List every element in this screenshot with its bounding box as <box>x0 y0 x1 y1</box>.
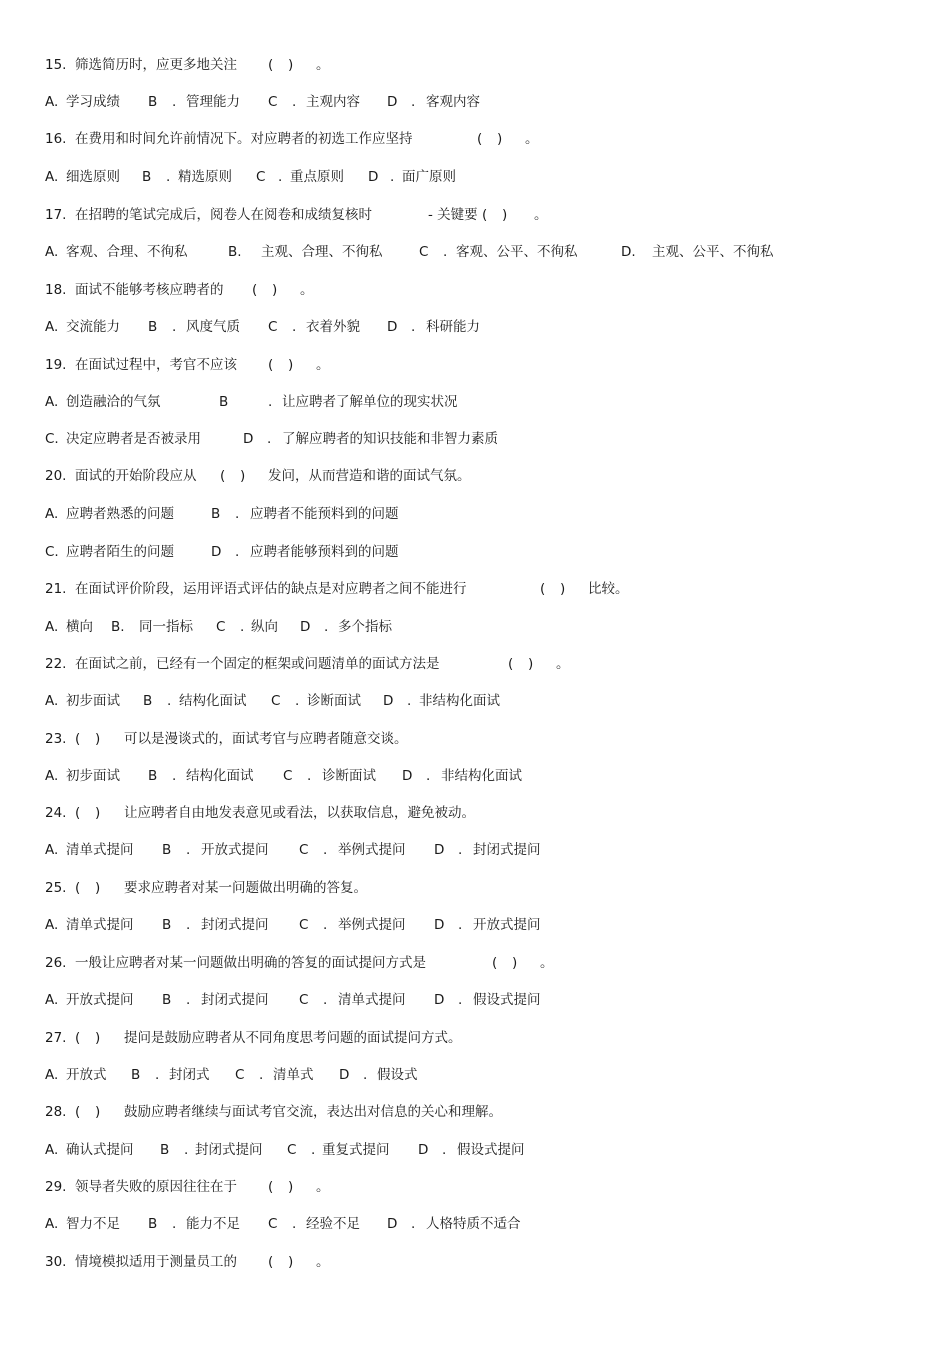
text-segment: 客观内容 <box>426 94 480 110</box>
text-segment: ) <box>512 955 518 971</box>
text-segment: 。 <box>316 57 330 73</box>
text-line <box>0 765 950 787</box>
item-number: C. <box>45 544 59 560</box>
text-segment: 精选原则 <box>178 169 232 185</box>
text-segment: C <box>283 768 293 784</box>
text-line <box>0 391 950 413</box>
text-line <box>0 1213 950 1235</box>
text-segment: . <box>295 693 300 709</box>
text-segment: D <box>300 619 311 635</box>
text-segment: ( <box>75 805 81 821</box>
text-segment: D <box>434 917 445 933</box>
text-line <box>0 914 950 936</box>
text-segment: 在面试过程中，考官不应该 <box>75 357 237 373</box>
text-segment: 同一指标 <box>139 619 193 635</box>
text-line <box>0 241 950 263</box>
text-segment: . <box>292 1216 297 1232</box>
text-segment: 多个指标 <box>338 619 392 635</box>
item-number: 30. <box>45 1254 67 1270</box>
text-segment: 决定应聘者是否被录用 <box>66 431 201 447</box>
text-line <box>0 91 950 113</box>
text-segment: 封闭式提问 <box>473 842 541 858</box>
text-segment: B. <box>111 619 125 635</box>
text-segment: 举例式提问 <box>338 842 406 858</box>
item-number: 27. <box>45 1030 67 1046</box>
text-segment: B <box>162 842 172 858</box>
text-segment: . <box>267 431 272 447</box>
text-segment: ) <box>272 282 278 298</box>
text-segment: 筛选简历时，应更多地关注 <box>75 57 237 73</box>
text-segment: . <box>407 693 412 709</box>
text-segment: 学习成绩 <box>66 94 120 110</box>
text-segment: D <box>434 992 445 1008</box>
text-line <box>0 690 950 712</box>
text-segment: . <box>186 917 191 933</box>
text-segment: ( <box>268 1179 274 1195</box>
text-segment: 。 <box>534 207 548 223</box>
text-line <box>0 839 950 861</box>
item-number: 23. <box>45 731 67 747</box>
text-segment: 清单式 <box>273 1067 314 1083</box>
text-segment: C <box>268 319 278 335</box>
item-number: 15. <box>45 57 67 73</box>
text-segment: 要求应聘者对某一问题做出明确的答复。 <box>124 880 367 896</box>
text-line <box>0 728 950 750</box>
item-number: A. <box>45 619 59 635</box>
text-segment: 应聘者不能预料到的问题 <box>250 506 399 522</box>
text-segment: . <box>167 693 172 709</box>
text-segment: D <box>368 169 379 185</box>
text-segment: 细选原则 <box>66 169 120 185</box>
text-segment: . <box>166 169 171 185</box>
text-segment: 开放式提问 <box>66 992 134 1008</box>
text-segment: ( <box>220 468 226 484</box>
text-line <box>0 578 950 600</box>
text-line <box>0 1139 950 1161</box>
text-segment: 衣着外貌 <box>306 319 360 335</box>
text-segment: 非结构化面试 <box>419 693 500 709</box>
text-segment: ( <box>477 131 483 147</box>
text-segment: 。 <box>316 357 330 373</box>
text-segment: 面试不能够考核应聘者的 <box>75 282 224 298</box>
item-number: 24. <box>45 805 67 821</box>
text-segment: ( <box>75 1030 81 1046</box>
text-segment: 主观、公平、不徇私 <box>652 244 774 260</box>
text-segment: B <box>162 917 172 933</box>
text-segment: ) <box>528 656 534 672</box>
text-segment: 风度气质 <box>186 319 240 335</box>
item-number: A. <box>45 1067 59 1083</box>
text-segment: . <box>292 94 297 110</box>
text-segment: 开放式提问 <box>473 917 541 933</box>
text-segment: D <box>211 544 222 560</box>
item-number: A. <box>45 1142 59 1158</box>
text-segment: 了解应聘者的知识技能和非智力素质 <box>282 431 498 447</box>
text-segment: 能力不足 <box>186 1216 240 1232</box>
text-segment: 。 <box>300 282 314 298</box>
text-segment: 纵向 <box>251 619 278 635</box>
text-segment: 经验不足 <box>306 1216 360 1232</box>
text-segment: 。 <box>540 955 554 971</box>
text-line <box>0 316 950 338</box>
text-segment: 横向 <box>66 619 93 635</box>
item-number: A. <box>45 842 59 858</box>
text-segment: 创造融洽的气氛 <box>66 394 161 410</box>
text-segment: D <box>418 1142 429 1158</box>
item-number: 19. <box>45 357 67 373</box>
text-segment: C <box>235 1067 245 1083</box>
text-segment: . <box>172 94 177 110</box>
text-segment: . <box>184 1142 189 1158</box>
text-segment: ( <box>540 581 546 597</box>
text-segment: . <box>442 1142 447 1158</box>
text-segment: . <box>323 992 328 1008</box>
text-segment: 在费用和时间允许前情况下。对应聘者的初选工作应坚持 <box>75 131 413 147</box>
text-segment: C <box>287 1142 297 1158</box>
text-segment: 重点原则 <box>290 169 344 185</box>
text-segment: . <box>235 544 240 560</box>
text-segment: . <box>307 768 312 784</box>
item-number: A. <box>45 394 59 410</box>
text-segment: ( <box>75 880 81 896</box>
text-segment: 鼓励应聘者继续与面试考官交流，表达出对信息的关心和理解。 <box>124 1104 502 1120</box>
text-segment: . <box>411 94 416 110</box>
text-line <box>0 503 950 525</box>
item-number: 29. <box>45 1179 67 1195</box>
text-line <box>0 354 950 376</box>
text-line <box>0 1176 950 1198</box>
text-segment: 在招聘的笔试完成后，阅卷人在阅卷和成绩复核时 <box>75 207 372 223</box>
text-segment: B <box>219 394 229 410</box>
text-segment: 客观、公平、不徇私 <box>456 244 578 260</box>
text-line <box>0 1064 950 1086</box>
text-segment: - 关键要 ( <box>428 207 488 223</box>
text-line <box>0 1101 950 1123</box>
text-segment: 应聘者陌生的问题 <box>66 544 174 560</box>
text-segment: . <box>311 1142 316 1158</box>
item-number: C. <box>45 431 59 447</box>
text-segment: 面试的开始阶段应从 <box>75 468 197 484</box>
text-segment: 。 <box>316 1179 330 1195</box>
text-segment: ( <box>75 731 81 747</box>
item-number: A. <box>45 244 59 260</box>
text-segment: 比较。 <box>588 581 629 597</box>
item-number: A. <box>45 506 59 522</box>
text-segment: . <box>259 1067 264 1083</box>
text-segment: 应聘者能够预料到的问题 <box>250 544 399 560</box>
text-segment: 假设式提问 <box>457 1142 525 1158</box>
item-number: 26. <box>45 955 67 971</box>
text-segment: . <box>323 917 328 933</box>
text-segment: . <box>235 506 240 522</box>
text-line <box>0 465 950 487</box>
item-number: A. <box>45 1216 59 1232</box>
text-segment: B <box>148 319 158 335</box>
text-segment: . <box>411 319 416 335</box>
text-segment: 开放式提问 <box>201 842 269 858</box>
text-segment: ) <box>560 581 566 597</box>
item-number: A. <box>45 693 59 709</box>
text-line <box>0 1251 950 1273</box>
text-segment: ) <box>95 880 101 896</box>
text-segment: . <box>363 1067 368 1083</box>
text-segment: 假设式提问 <box>473 992 541 1008</box>
text-segment: . <box>172 768 177 784</box>
text-segment: . <box>443 244 448 260</box>
text-segment: 清单式提问 <box>338 992 406 1008</box>
text-segment: C <box>419 244 429 260</box>
text-segment: 管理能力 <box>186 94 240 110</box>
item-number: 18. <box>45 282 67 298</box>
text-segment: 客观、合理、不徇私 <box>66 244 188 260</box>
text-segment: 确认式提问 <box>66 1142 134 1158</box>
text-line <box>0 541 950 563</box>
text-segment: . <box>172 1216 177 1232</box>
text-line <box>0 54 950 76</box>
text-segment: . <box>172 319 177 335</box>
text-segment: D <box>383 693 394 709</box>
text-segment: 应聘者熟悉的问题 <box>66 506 174 522</box>
item-number: A. <box>45 917 59 933</box>
item-number: 20. <box>45 468 67 484</box>
text-segment: ( <box>252 282 258 298</box>
text-line <box>0 128 950 150</box>
text-segment: 人格特质不适合 <box>426 1216 521 1232</box>
text-segment: ( <box>268 357 274 373</box>
text-segment: 封闭式提问 <box>195 1142 263 1158</box>
text-segment: 开放式 <box>66 1067 107 1083</box>
text-line <box>0 616 950 638</box>
text-segment: 封闭式提问 <box>201 917 269 933</box>
text-line <box>0 204 950 226</box>
text-segment: ) <box>288 1179 294 1195</box>
text-segment: ( <box>268 57 274 73</box>
text-segment: B <box>211 506 221 522</box>
text-segment: ( <box>492 955 498 971</box>
text-segment: 结构化面试 <box>186 768 254 784</box>
text-segment: ( <box>508 656 514 672</box>
text-segment: 举例式提问 <box>338 917 406 933</box>
text-segment: B <box>148 768 158 784</box>
text-segment: ) <box>288 57 294 73</box>
text-segment: 主观内容 <box>306 94 360 110</box>
text-segment: ) <box>95 1104 101 1120</box>
text-segment: 封闭式 <box>169 1067 210 1083</box>
text-segment: ) <box>240 468 246 484</box>
text-segment: ( <box>268 1254 274 1270</box>
text-segment: 初步面试 <box>66 768 120 784</box>
text-segment: . <box>458 842 463 858</box>
text-segment: 主观、合理、不徇私 <box>261 244 383 260</box>
text-segment: 假设式 <box>377 1067 418 1083</box>
text-line <box>0 428 950 450</box>
text-segment: 情境模拟适用于测量员工的 <box>75 1254 237 1270</box>
text-segment: 可以是漫谈式的，面试考官与应聘者随意交谈。 <box>124 731 408 747</box>
text-segment: 诊断面试 <box>307 693 361 709</box>
text-segment: 非结构化面试 <box>441 768 522 784</box>
text-segment: . <box>426 768 431 784</box>
text-segment: 。 <box>316 1254 330 1270</box>
text-segment: 清单式提问 <box>66 842 134 858</box>
text-segment: D <box>243 431 254 447</box>
text-segment: C <box>299 842 309 858</box>
text-segment: D <box>339 1067 350 1083</box>
text-segment: B <box>148 1216 158 1232</box>
text-line <box>0 877 950 899</box>
item-number: A. <box>45 992 59 1008</box>
text-segment: B <box>143 693 153 709</box>
text-segment: ( <box>75 1104 81 1120</box>
text-segment: . <box>240 619 245 635</box>
text-segment: ) <box>502 207 508 223</box>
text-segment: D <box>387 319 398 335</box>
text-segment: C <box>271 693 281 709</box>
text-segment: 面广原则 <box>402 169 456 185</box>
text-segment: B <box>142 169 152 185</box>
text-segment: D <box>387 1216 398 1232</box>
text-segment: C <box>268 94 278 110</box>
text-segment: C <box>299 992 309 1008</box>
text-line <box>0 279 950 301</box>
text-segment: . <box>186 842 191 858</box>
text-segment: 清单式提问 <box>66 917 134 933</box>
item-number: 25. <box>45 880 67 896</box>
text-segment: 一般让应聘者对某一问题做出明确的答复的面试提问方式是 <box>75 955 426 971</box>
text-segment: B <box>160 1142 170 1158</box>
text-segment: 发问，从而营造和谐的面试气氛。 <box>268 468 471 484</box>
text-segment: D <box>402 768 413 784</box>
text-segment: C <box>268 1216 278 1232</box>
text-segment: ) <box>95 731 101 747</box>
text-segment: ) <box>95 1030 101 1046</box>
text-segment: . <box>155 1067 160 1083</box>
item-number: 16. <box>45 131 67 147</box>
text-line <box>0 1027 950 1049</box>
text-segment: . <box>268 394 273 410</box>
text-segment: 在面试评价阶段，运用评语式评估的缺点是对应聘者之间不能进行 <box>75 581 467 597</box>
text-segment: 诊断面试 <box>322 768 376 784</box>
item-number: 22. <box>45 656 67 672</box>
text-segment: C <box>216 619 226 635</box>
text-segment: . <box>324 619 329 635</box>
text-segment: C <box>299 917 309 933</box>
text-segment: 初步面试 <box>66 693 120 709</box>
text-line <box>0 653 950 675</box>
text-segment: 重复式提问 <box>322 1142 390 1158</box>
text-segment: D. <box>621 244 636 260</box>
text-segment: 让应聘者自由地发表意见或看法，以获取信息，避免被动。 <box>124 805 475 821</box>
text-line <box>0 802 950 824</box>
text-line <box>0 989 950 1011</box>
text-segment: 智力不足 <box>66 1216 120 1232</box>
text-segment: . <box>458 992 463 1008</box>
text-segment: . <box>411 1216 416 1232</box>
text-segment: 领导者失败的原因往往在于 <box>75 1179 237 1195</box>
text-segment: B <box>131 1067 141 1083</box>
text-segment: . <box>186 992 191 1008</box>
text-segment: . <box>458 917 463 933</box>
item-number: A. <box>45 169 59 185</box>
text-segment: ) <box>95 805 101 821</box>
item-number: 17. <box>45 207 67 223</box>
text-segment: 。 <box>525 131 539 147</box>
text-segment: B. <box>228 244 242 260</box>
text-segment: 封闭式提问 <box>201 992 269 1008</box>
item-number: A. <box>45 94 59 110</box>
text-segment: ) <box>497 131 503 147</box>
text-segment: D <box>434 842 445 858</box>
item-number: 21. <box>45 581 67 597</box>
text-segment: 科研能力 <box>426 319 480 335</box>
text-segment: B <box>162 992 172 1008</box>
item-number: 28. <box>45 1104 67 1120</box>
item-number: A. <box>45 768 59 784</box>
text-segment: . <box>323 842 328 858</box>
text-segment: B <box>148 94 158 110</box>
text-line <box>0 952 950 974</box>
text-segment: . <box>292 319 297 335</box>
text-segment: C <box>256 169 266 185</box>
text-segment: 让应聘者了解单位的现实状况 <box>282 394 458 410</box>
text-segment: ) <box>288 357 294 373</box>
text-segment: 在面试之前，已经有一个固定的框架或问题清单的面试方法是 <box>75 656 440 672</box>
text-segment: . <box>390 169 395 185</box>
item-number: A. <box>45 319 59 335</box>
text-segment: D <box>387 94 398 110</box>
text-segment: 。 <box>556 656 570 672</box>
text-segment: . <box>278 169 283 185</box>
text-segment: 提问是鼓励应聘者从不同角度思考问题的面试提问方式。 <box>124 1030 462 1046</box>
text-line <box>0 166 950 188</box>
text-segment: 结构化面试 <box>179 693 247 709</box>
text-segment: 交流能力 <box>66 319 120 335</box>
text-segment: ) <box>288 1254 294 1270</box>
